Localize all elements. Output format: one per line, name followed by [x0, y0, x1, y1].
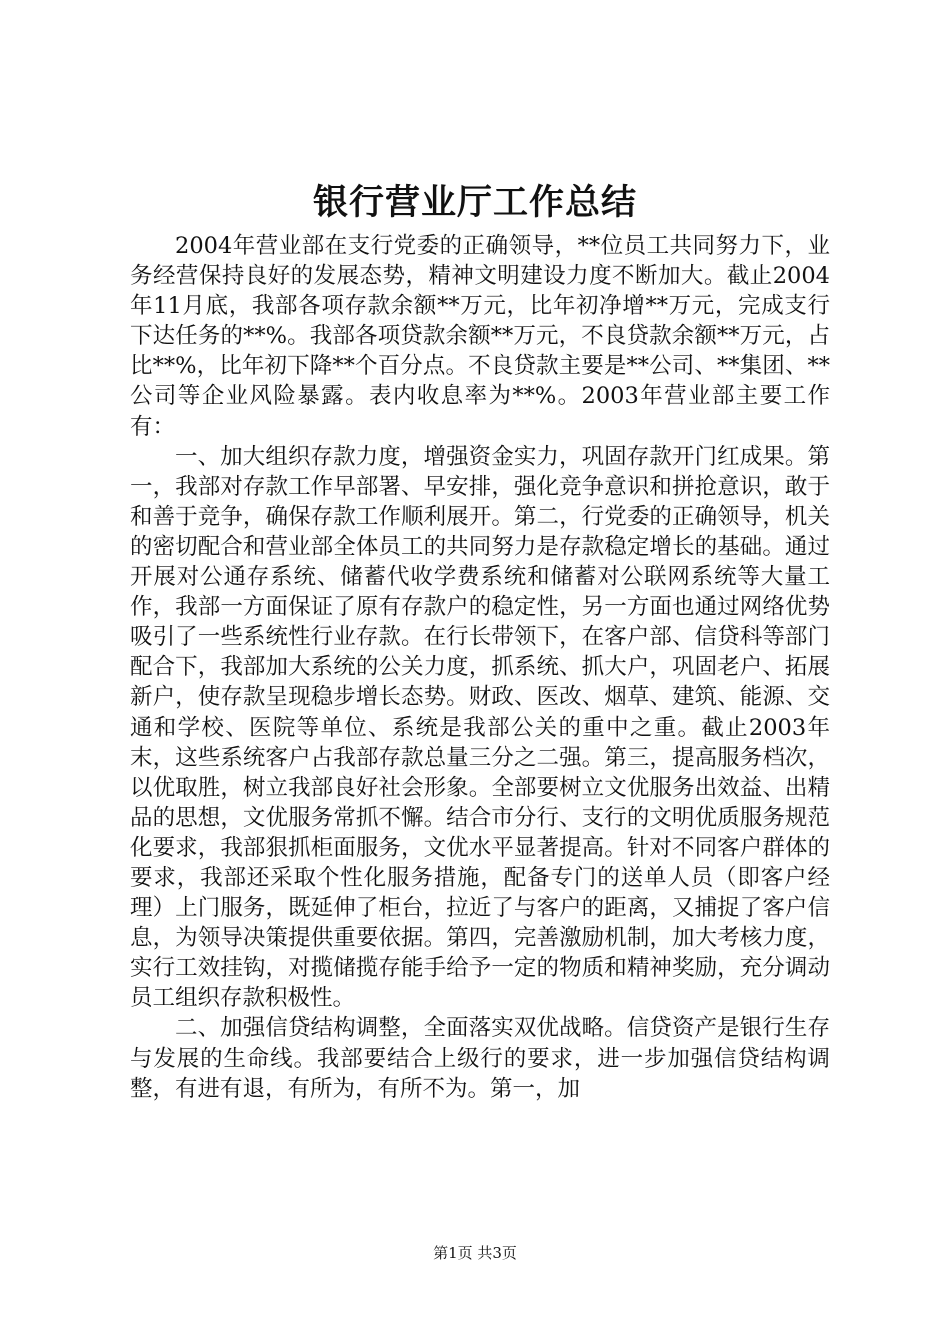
- document-body: [130, 231, 830, 1104]
- paragraph-intro: 2004年营业部在支行党委的正确领导，**位员工共同努力下，业务经营保持良好的发展态势，精神文明建设力度不断加大。截止2004年11月底，我部各项存款余额**万元，比年初净增**万元，完成支行下达任务的**%。我部各项贷款余额**万元，不良贷款余额**万元，占比**%，比年初下降**个百分点。不良贷款主要是**公司、**集团、**公司等企业风险暴露。表内收息率为**%。2003年营业部主要工作有：: [130, 233, 830, 440]
- page-footer: 第1页 共3页: [433, 1244, 517, 1262]
- page-title: 银行营业厅工作总结: [312, 182, 637, 223]
- paragraph-credit: 二、加强信贷结构调整，全面落实双优战略。信贷资产是银行生存与发展的生命线。我部要结合上级行的要求，进一步加强信贷结构调整，有进有退，有所为，有所不为。第一，加: [130, 1015, 830, 1102]
- paragraph-deposits: 一、加大组织存款力度，增强资金实力，巩固存款开门红成果。第一，我部对存款工作早部署、早安排，强化竞争意识和拼抢意识，敢于和善于竞争，确保存款工作顺利展开。第二，行党委的正确领导，机关的密切配合和营业部全体员工的共同努力是存款稳定增长的基础。通过开展对公通存系统、储蓄代收学费系统和储蓄对公联网系统等大量工作，我部一方面保证了原有存款户的稳定性，另一方面也通过网络优势吸引了一些系统性行业存款。在行长带领下，在客户部、信贷科等部门配合下，我部加大系统的公关力度，抓系统、抓大户，巩固老户、拓展新户，使存款呈现稳步增长态势。财政、医改、烟草、建筑、能源、交通和学校、医院等单位、系统是我部公关的重中之重。截止2003年末，这些系统客户占我部存款总量三分之二强。第三，提高服务档次，以优取胜，树立我部良好社会形象。全部要树立文优服务出效益、出精品的思想，文优服务常抓不懈。结合市分行、支行的文明优质服务规范化要求，我部狠抓柜面服务，文优水平显著提高。针对不同客户群体的要求，我部还采取个性化服务措施，配备专门的送单人员（即客户经理）上门服务，既延伸了柜台，拉近了与客户的距离，又捕捉了客户信息，为领导决策提供重要依据。第四，完善激励机制，加大考核力度，实行工效挂钩，对揽储揽存能手给予一定的物质和精神奖励，充分调动员工组织存款积极性。: [130, 443, 830, 1012]
